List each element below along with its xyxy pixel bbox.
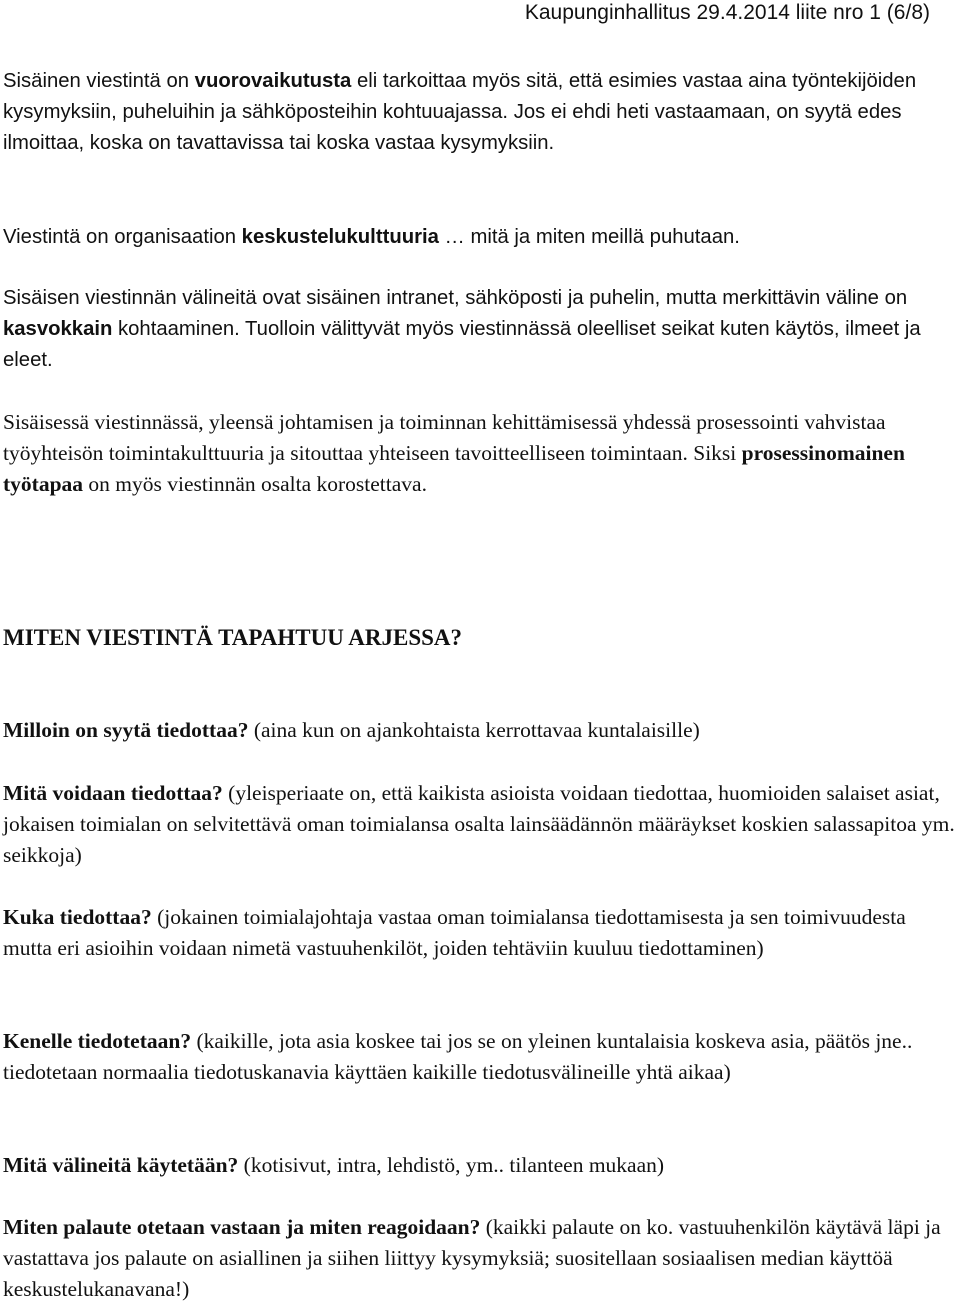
paragraph-text: … mitä ja miten meillä puhutaan. [438, 226, 740, 248]
paragraph-communication-tools [3, 283, 958, 376]
paragraph-text: kohtaaminen. Tuolloin välittyvät myös viestinnässä oleelliset seikat kuten käytös, ilmeet ja eleet. [3, 318, 921, 371]
emphasis-text: prosessinomainen työtapaa [3, 441, 905, 496]
question-what [3, 778, 958, 871]
question-who [3, 902, 958, 964]
question-label: Miten palaute otetaan vastaan ja miten reagoidaan? [3, 1215, 481, 1239]
paragraph-text: Sisäinen viestintä on [3, 70, 195, 92]
question-label: Kenelle tiedotetaan? [3, 1029, 192, 1053]
section-heading: MITEN VIESTINTÄ TAPAHTUU ARJESSA? [3, 625, 463, 650]
emphasis-text: kasvokkain [3, 318, 113, 340]
question-which-tools [3, 1150, 958, 1181]
emphasis-text: vuorovaikutusta [194, 70, 352, 92]
emphasis-text: keskustelukulttuuria [241, 226, 439, 248]
question-to-whom [3, 1026, 958, 1088]
paragraph-text: on myös viestinnän osalta korostettava. [83, 472, 427, 496]
paragraph-interaction [3, 66, 958, 159]
paragraph-text: Sisäisessä viestinnässä, yleensä johtamisen ja toiminnan kehittämisessä yhdessä prosessointi vahvistaa työyhteisön toimintakulttuuria ja sitouttaa yhteiseen tavoitteelliseen toimintaan. Siksi [3, 410, 886, 465]
paragraph-text: Sisäisen viestinnän välineitä ovat sisäinen intranet, sähköposti ja puhelin, mutta merkittävin väline on [3, 287, 908, 309]
answer-text: (yleisperiaate on, että kaikista asioista voidaan tiedottaa, huomioiden salaiset asiat, jokaisen toimialan on selvitettävä oman toimialansa osalta lainsäädännön määräykset koskien salassapitoa ym. seikkoja) [3, 781, 955, 867]
question-label: Kuka tiedottaa? [3, 905, 152, 929]
question-feedback [3, 1212, 958, 1305]
question-label: Mitä voidaan tiedottaa? [3, 781, 223, 805]
page-header: Kaupunginhallitus 29.4.2014 liite nro 1 (6/8) [524, 1, 930, 24]
question-label: Mitä välineitä käytetään? [3, 1153, 239, 1177]
question-when [3, 715, 958, 746]
paragraph-process-working [3, 407, 958, 500]
answer-text: (jokainen toimialajohtaja vastaa oman toimialansa tiedottamisesta ja sen toimivuudesta mutta eri asioihin voidaan nimetä vastuuhenkilöt, joiden tehtäviin kuuluu tiedottaminen) [3, 905, 906, 960]
answer-text: (kaikille, jota asia koskee tai jos se on yleinen kuntalaisia koskeva asia, päätös jne.. tiedotetaan normaalia tiedotuskanavia käyttäen kaikille tiedotusvälineille yhtä aikaa) [3, 1029, 913, 1084]
paragraph-text: eli tarkoittaa myös sitä, että esimies vastaa aina työntekijöiden kysymyksiin, puheluihin ja sähköposteihin kohtuuajassa. Jos ei ehdi heti vastaamaan, on syytä edes ilmoittaa, koska on tavattavissa tai koska vastaa kysymyksiin. [3, 70, 917, 154]
answer-text: (aina kun on ajankohtaista kerrottavaa kuntalaisille) [248, 718, 700, 742]
answer-text: (kaikki palaute on ko. vastuuhenkilön käytävä läpi ja vastattava jos palaute on asiallinen ja siihen liittyy kysymyksiä; suositellaan sosiaalisen median käyttöä keskustelukanavana!) [3, 1215, 941, 1301]
question-label: Milloin on syytä tiedottaa? [3, 718, 249, 742]
answer-text: (kotisivut, intra, lehdistö, ym.. tilanteen mukaan) [238, 1153, 665, 1177]
paragraph-discussion-culture [3, 222, 958, 253]
paragraph-text: Viestintä on organisaation [3, 226, 242, 248]
